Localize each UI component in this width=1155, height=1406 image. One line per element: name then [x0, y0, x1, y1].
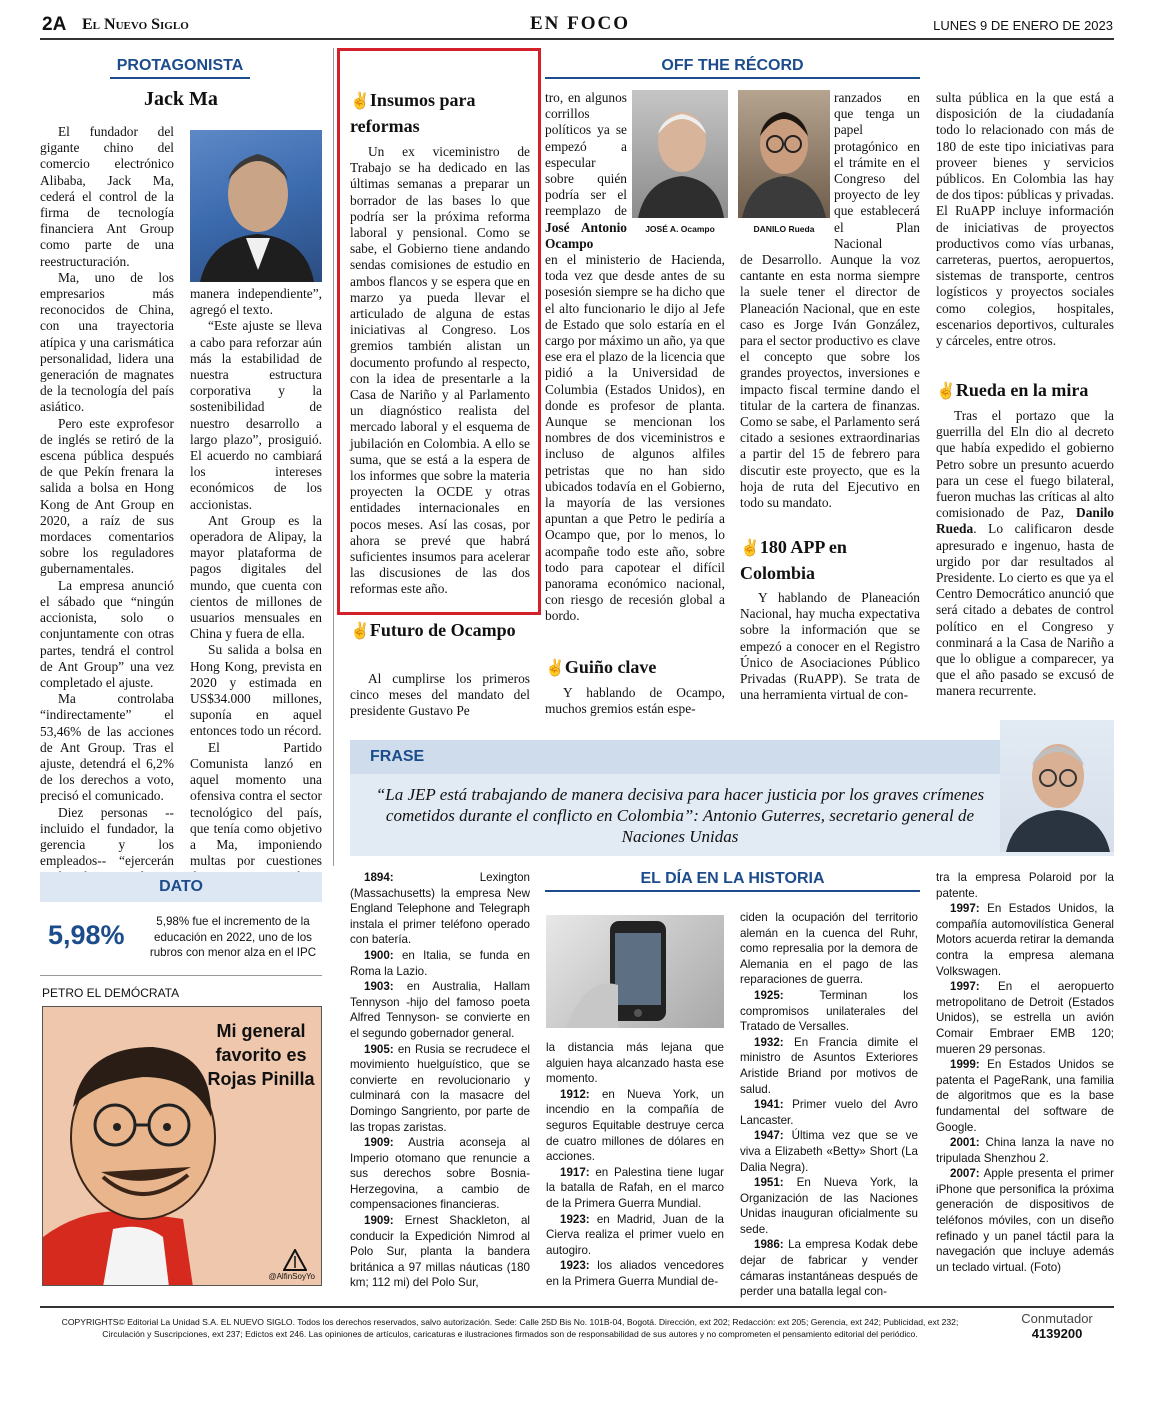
history-entry: 2001: China lanza la nave no tripulada Shenzhou 2. [936, 1136, 1114, 1165]
paragraph: manera independiente”, agregó el texto. [190, 286, 322, 318]
peace-hand-icon: ✌ [545, 660, 565, 677]
futuro-body-start [350, 671, 530, 720]
section-title: EN FOCO [529, 13, 631, 34]
peace-hand-icon: ✌ [350, 623, 370, 640]
history-entry: 2007: Apple presenta el primer iPhone que personifica la próxima generación de dispositivos de teléfonos móviles, con un diseño refinado y un panel táctil para la navegación que incluye además un teclado virtual. (Foto) [936, 1167, 1114, 1274]
history-entry: ciden la ocupación del territorio alemán en la cuenca del Ruhr, como represalia por la demora de Alemania en el pago de las reparaciones de guerra. [740, 911, 918, 987]
history-entry: 1997: En el aeropuerto metropolitano de Detroit (Estados Unidos), se estrella un avión Comair Embraer EMB 120; mueren 29 personas. [936, 980, 1114, 1056]
paragraph: El Partido Comunista lanzó en aquel momento una ofensiva contra el sector tecnológico del país, que tenía como objetivo a Ma, imponiendo multas por cuestiones [190, 739, 322, 869]
phone-icon [546, 915, 724, 1028]
ocampo-photo [632, 90, 728, 218]
column-rule [333, 48, 334, 866]
paragraph: en el ministerio de Hacienda, toda vez que desde antes de su posesión siempre se ha dicho que el alto funcionario le dijo al Jefe de Estado que solo estaría en el cargo por máximo un año, ya que ese era el plazo de la licencia que pidió a la Universidad de Columbia (Estados Unidos), en donde es profesor de planta. Aunque se mencionan los nombres de dos viceministros e incluso de algunos alfiles petristas que no han sido ubicados todavía en el Gobierno, la mayoría de las versiones apuntan a que Petro le pediría a Ocampo que, por lo menos, lo acompañe todo este año, sobre todo para capotear el difícil panorama económico nacional, con riesgo de recesión global a bordo. [545, 252, 725, 624]
paragraph: Al cumplirse los primeros cinco meses del mandato del presidente Gustavo Pe [350, 671, 530, 719]
app-body [740, 590, 920, 703]
rueda-title [936, 378, 1114, 404]
conmutador-number: 4139200 [1031, 1326, 1083, 1341]
historia-col4 [936, 870, 1114, 1275]
col3-top [834, 90, 920, 252]
paragraph: Su salida a bolsa en Hong Kong, prevista en 2020 y estimada en US$34.000 millones, suponía en aquel entonces todo un récord. [190, 642, 322, 739]
footer-rule [40, 1306, 1114, 1308]
paragraph: sulta pública en la que está a disposición de la ciudadanía todo lo relacionado con más de 180 de este tipo iniciativas para proveer bienes y servicios públicos. En Colombia las hay de dos tipos: públicas y privadas. El RuAPP incluye información de iniciativas de proyectos productivos como vías urbanas, carreteras, puertos, aeropuertos, sistemas de transporte, centros logísticos y proyectos sociales como colegios, hospitales, escenarios deportivos, culturales y cárceles, entre otros. [936, 90, 1114, 349]
person-icon [738, 90, 830, 218]
history-entry: 1909: Ernest Shackleton, al conducir la Expedición Nimrod al Polo Sur, planta la bandera británica a 97 millas náuticas (180 km; 112 mi) del Polo Sur, [350, 1214, 530, 1290]
history-entry: 1923: los aliados vencedores en la Primera Guerra Mundial de- [546, 1259, 724, 1288]
paragraph: de Desarrollo. Aunque la voz cantante en esta norma siempre la suele tener el director de Planeación Nacional, que en este caso es Jorge Iván González, para el sector productivo es clave el concepto que sobre los grandes proyectos, inversiones e impacto fiscal termine dando el titular de la cartera de finanzas. Como se sabe, el Parlamento será citado a sesiones extraordinarias a partir del 15 de febrero para discutir este proyecto, que es la hoja de ruta del Ejecutivo en todo su mandato. [740, 252, 920, 511]
history-entry: 1941: Primer vuelo del Avro Lancaster. [740, 1098, 918, 1127]
paragraph: Y hablando de Planeación Nacional, hay mucha expectativa sobre la información que se empezó a conocer en el Registro Único de Asociaciones Público Privadas (RuAPP). Se trata de una herramienta virtual de con- [740, 590, 920, 703]
person-icon [1000, 720, 1114, 852]
insumos-title [350, 88, 535, 138]
futuro-title [350, 618, 535, 644]
paragraph: El fundador del gigante chino del comercio electrónico Alibaba, Jack Ma, cederá el control de la firma de tecnología financiera Ant Group como parte de una reestructuración. [40, 124, 174, 269]
history-entry: 1997: En Estados Unidos, la compañía automovilística General Motors acuerda retirar la demanda contra la empresa alemana Volkswagen. [936, 902, 1114, 978]
name-danilo-rueda: Danilo Rueda [936, 505, 1114, 537]
quote-attribution: Antonio Guterres, secretario general de Naciones Unidas [621, 806, 975, 846]
protagonista-label: PROTAGONISTA [110, 57, 250, 79]
dato-text: 5,98% fue el incremento de la educación en 2022, uno de los rubros con menor alza en el IPC [149, 915, 317, 959]
issue-date: LUNES 9 DE ENERO DE 2023 [933, 18, 1113, 33]
guino-title [545, 655, 725, 681]
insumos-body [350, 144, 530, 598]
footer-line-1: COPYRIGHTS© Editorial La Unidad S.A. EL NUEVO SIGLO. Todos los derechos reservados, salvo autorización. Sede: Calle 25D Bis No. 101B-04, Bogotá. Dirección, ext 202; Redacción: ext 205; Gerencia, ext 242; Publicidad, ext 232; [61, 1317, 959, 1327]
dato-figure: 5,98% [48, 920, 125, 950]
frase-quote [360, 784, 1000, 847]
history-entry: tra la empresa Polaroid por la patente. [936, 871, 1114, 900]
paragraph: ranzados en que tenga un papel protagónico en el trámite en el Congreso del proyecto de ley que establecerá el Plan Nacional [834, 90, 920, 251]
dato-label: DATO [40, 872, 322, 902]
history-entry: 1905: en Rusia se recrudece el movimiento huelguístico, que se convierte en revolucionario y culminará con la masacre del Domingo Sangriento, por parte de las tropas zaristas. [350, 1042, 530, 1134]
paragraph: Y hablando de Ocampo, muchos gremios están espe- [545, 685, 725, 717]
guino-title-text: Guiño clave [564, 657, 657, 677]
peace-hand-icon: ✌ [350, 93, 370, 110]
rueda-caption: DANILO Rueda [753, 224, 815, 234]
paragraph: Ma controlaba “indirectamente” el 53,46% de las acciones de Ant Group. Tras el ajuste, detendrá el 6,2% de los derechos a voto, precisó el comunicado. [40, 691, 174, 804]
history-entry: 1925: Terminan los compromisos unilaterales del Tratado de Versalles. [740, 988, 918, 1034]
historia-col1 [350, 870, 530, 1291]
person-icon [632, 90, 728, 218]
person-icon [190, 130, 322, 282]
frase-label: FRASE [350, 740, 1114, 774]
guino-body [545, 685, 725, 717]
futuro-col-mid-top [545, 90, 627, 252]
peace-hand-icon: ✌ [936, 383, 956, 400]
history-entry: 1947: Última vez que se ve viva a Elizabeth «Betty» Short (La Dalia Negra). [740, 1129, 918, 1174]
quote-text: “La JEP está trabajando de manera decisiva para hacer justicia por los graves crímenes cometidos durante el conflicto en Colombia”: [375, 785, 985, 825]
paragraph: Pero este exprofesor de inglés se retiró de la escena pública después de que Pekín frenara la salida a bolsa en Hong Kong de Ant Group en 2020, a raíz de sus mordaces comentarios sobre los reguladores gubernamentales. [40, 415, 174, 577]
col3-body [740, 252, 920, 511]
history-entry: 1951: En Nueva York, la Organización de las Naciones Unidas inauguran oficialmente su sede. [740, 1176, 918, 1236]
header-rule [40, 38, 1114, 40]
insumos-title-text: Insumos para reformas [350, 90, 476, 136]
paragraph: Ma, uno de los empresarios más reconocidos de China, con una trayectoria atípica y una carismática personalidad, lidera una generación de magnates de la tecnología del país asiático. [40, 269, 174, 415]
paragraph: La empresa anunció el sábado que “ningún accionista, solo o conjuntamente con otras partes, tendrá el control de Ant Group” una vez completado el ajuste. [40, 577, 174, 690]
history-entry: 1903: en Australia, Hallam Tennyson -hijo del famoso poeta Alfred Tennyson- se convierte en el segundo gobernador general. [350, 980, 530, 1040]
rueda-title-text: Rueda en la mira [955, 380, 1089, 400]
paragraph: Un ex viceministro de Trabajo se ha dedicado en las últimas semanas a preparar un borrador de las bases lo que podría ser la próxima reforma laboral y pensional. Como se sabe, el Gobierno tiene andando sendas comisiones de estudio en ambos flancos y se espera que en marzo ya pueda llevar el articulado de alguna de estas iniciativas al Congreso. Los gremios también alistan un documento profundo al respecto, con la idea de presentarle a la Casa de Nariño y al Parlamento un diagnóstico realista del mercado laboral y el esquema de jubilación en Colombia. A ello se suma, que se está a la espera de los informes que sobre la materia proyecten la OCDE y otras entidades internacionales en pocos meses. Así las cosas, por ahora se prevé que habrá suficientes insumos para acelerar las discusiones de las dos reformas este año. [350, 144, 530, 597]
history-entry: 1986: La empresa Kodak debe dejar de fabricar y vender cámaras instantáneas después de perder una batalla legal con- [740, 1238, 918, 1299]
history-entry: 1923: en Madrid, Juan de la Cierva realiza el primer vuelo en autogiro. [546, 1212, 724, 1257]
history-entry: la distancia más lejana que alguien haya alcanzado hasta ese momento. [546, 1041, 724, 1086]
guterres-photo [1000, 720, 1114, 852]
col4-top [936, 90, 1114, 349]
footer-line-2: Circulación y Suscripciones, ext 237; Edictos ext 246. Las opiniones de artículos, caricaturas e ilustraciones firmados son de responsabilidad de sus autores y no comprometen el pensamiento editorial del periódico. [102, 1329, 918, 1339]
rueda-body [936, 408, 1114, 700]
futuro-col-mid-body [545, 252, 725, 625]
app-title-text: 180 APP en Colombia [740, 537, 847, 583]
paragraph: tro, en algunos corrillos políticos ya se empezó a especular sobre quién podría ser el reemplazo de José Antonio Ocampo [545, 90, 627, 251]
dato-rule [40, 975, 322, 976]
history-entry: 1917: en Palestina tiene lugar la batalla de Rafah, en el marco de la Primera Guerra Mundial. [546, 1165, 724, 1210]
historia-col3 [740, 910, 918, 1300]
history-entry: 1909: Austria aconseja al Imperio otomano que renuncie a sus derechos sobre Bosnia-Herzegovina, a cambio de compensaciones financieras. [350, 1136, 530, 1212]
protagonista-col1 [40, 124, 174, 886]
triangle-logo-icon [283, 1249, 307, 1271]
app-title [740, 535, 920, 585]
paragraph: Ant Group es la operadora de Alipay, la mayor plataforma de pagos digitales del mundo, que cuenta con cientos de millones de usuarios mensuales en China y fuera de ella. [190, 512, 322, 642]
paragraph: Diez personas --incluido el fundador, la gerencia y los empleados-- “ejercerán [40, 804, 174, 869]
rueda-photo [738, 90, 830, 218]
history-entry: 1900: en Italia, se funda en Roma la Lazio. [350, 948, 530, 978]
paragraph: “Este ajuste se lleva a cabo para reforzar aún más la estabilidad de nuestra estructura corporativa y la sostenibilidad de nuestro desarrollo a largo plazo”, prosiguió. El acuerdo no cambiará los intereses económicos de los accionistas. [190, 318, 322, 512]
protagonista-col2 [190, 286, 322, 902]
history-entry: 1912: en Nueva York, un incendio en la compañía de seguros Equitable destruye cerca de cuatro millones de dólares en acciones. [546, 1087, 724, 1164]
cartoon-signature: @AlfinSoyYo [268, 1272, 315, 1281]
cartoon-petro [42, 1006, 322, 1286]
iphone-photo [546, 915, 724, 1028]
publication-name: El Nuevo Siglo [82, 16, 189, 33]
history-entry: 1932: En Francia dimite el ministro de Asuntos Exteriores Aristide Briand por motivos de salud. [740, 1035, 918, 1096]
history-entry: 1894: Lexington (Massachusetts) la empresa New England Telephone and Telegraph instala el primer teléfono operado con batería. [350, 871, 530, 947]
page-number: 2A [42, 14, 67, 35]
ocampo-caption: JOSÉ A. Ocampo [645, 224, 715, 234]
history-entry: 1999: En Estados Unidos se patenta el PageRank, una familia de algoritmos que es la base fundamental del software de Google. [936, 1058, 1114, 1134]
conmutador-label: Conmutador [1021, 1311, 1093, 1326]
off-record-label: OFF THE RÉCORD [545, 57, 920, 79]
jack-ma-photo [190, 130, 322, 282]
historia-col2 [546, 1040, 724, 1290]
name-jose-antonio-ocampo: José Antonio Ocampo [545, 219, 627, 251]
cartoon-label: PETRO EL DEMÓCRATA [42, 986, 180, 1000]
historia-label: EL DÍA EN LA HISTORIA [545, 870, 920, 892]
futuro-title-text: Futuro de Ocampo [369, 620, 516, 640]
peace-hand-icon: ✌ [740, 540, 760, 557]
footer-copyright [40, 1316, 980, 1340]
protagonista-title: Jack Ma [144, 88, 218, 110]
paragraph: Tras el portazo que la guerrilla del Eln dio al decreto que había expedido el gobierno Petro sobre un presunto acuerdo para un cese el fuego bilateral, fueron muchas las críticas al alto comisionado de Paz, Danilo Rueda. Lo calificaron desde apresurado e ingenuo, hasta de urgido por dar resultados al Presidente. Lo cierto es que ya el Centro Democrático anunció que será citado a debates de control político en el Congreso y conminará a la Casa de Nariño a que lo obligue a comparecer, ya que el año pasado se excusó de manera recurrente. [936, 408, 1114, 699]
cartoon-bubble: Mi general favorito es Rojas Pinilla [207, 1021, 315, 1089]
